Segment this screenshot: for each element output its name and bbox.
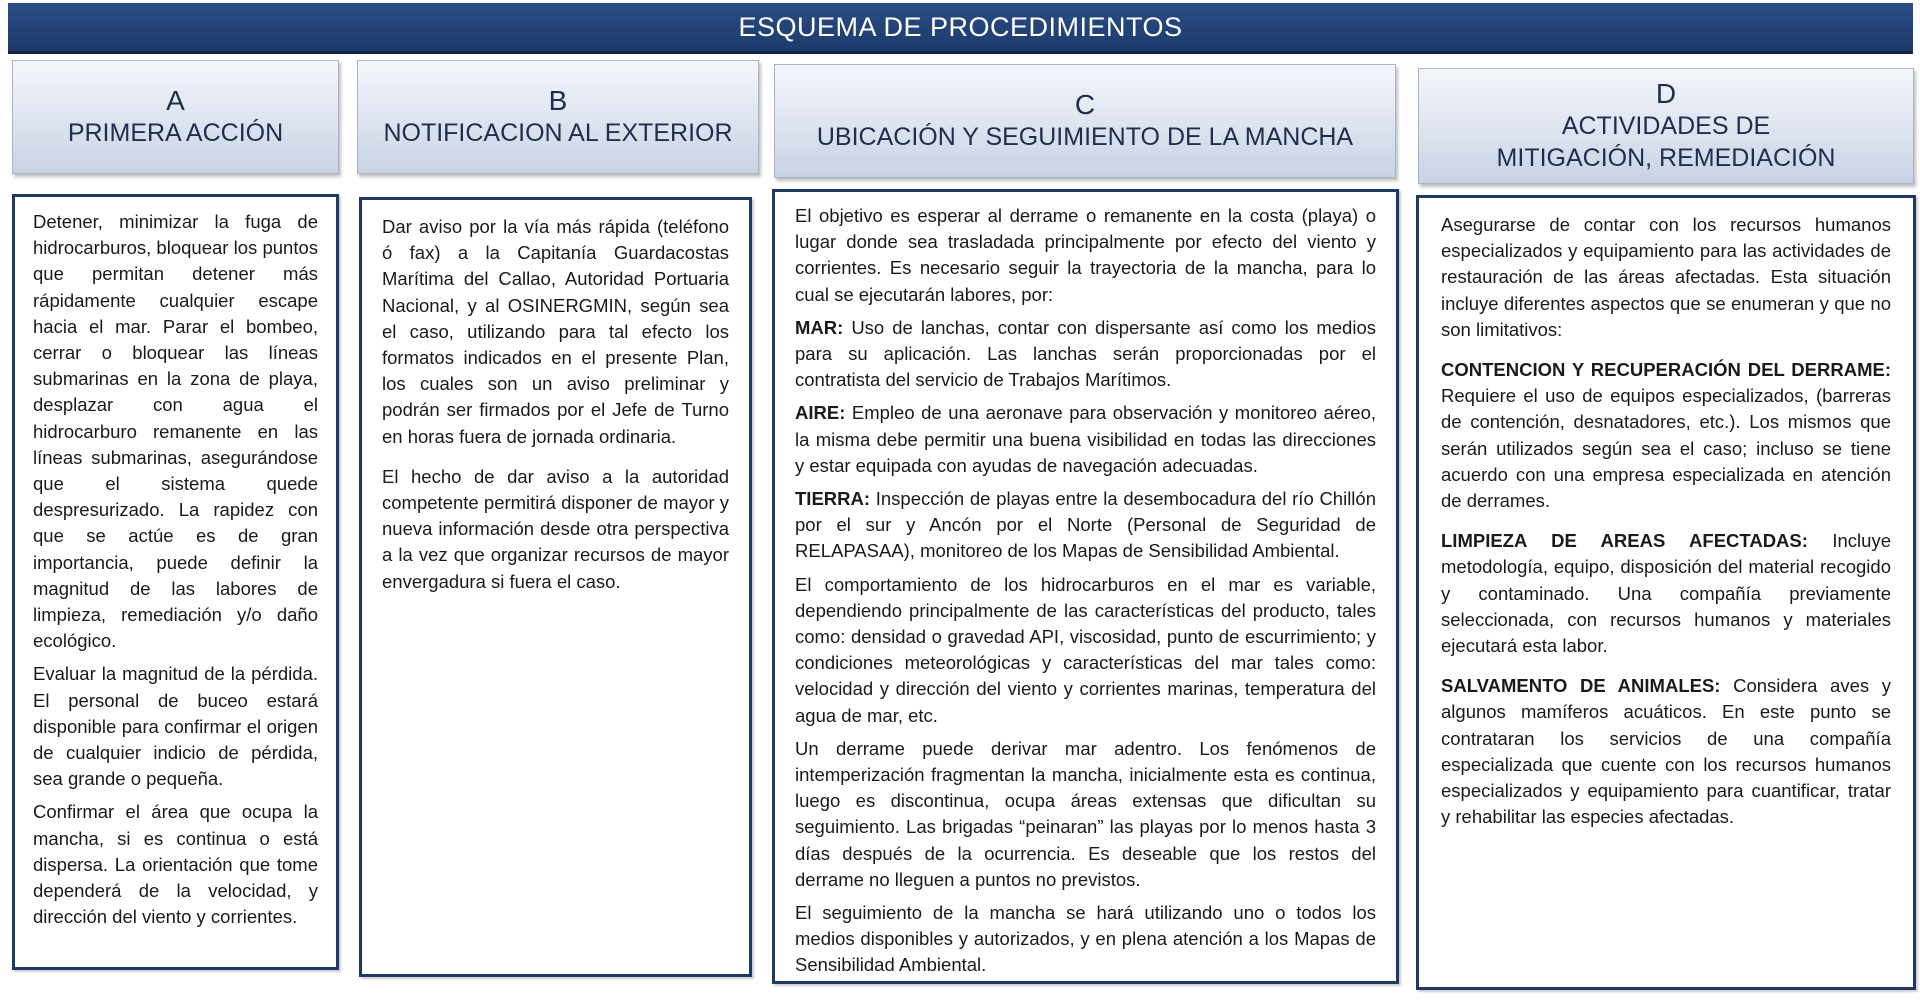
paragraph: CONTENCION Y RECUPERACIÓN DEL DERRAME: Requiere el uso de equipos especializados, (barreras de contención, desnatadores, etc.). Los mismos que serán utilizados según sea el caso; incluso se tiene acuerdo con una empresa especializada en atención de derrames. (1441, 359, 1891, 512)
paragraph: Confirmar el área que ocupa la mancha, si es continua o está dispersa. La orientación que tome dependerá de la velocidad, y dirección del viento y corrientes. (33, 801, 318, 928)
column-body-a (12, 194, 339, 970)
column-body-d (1416, 195, 1916, 990)
column-body-b (359, 197, 752, 977)
column-letter: B (548, 85, 568, 116)
paragraph: El hecho de dar aviso a la autoridad competente permitirá disponer de mayor y nueva información desde otra perspectiva a la vez que organizar recursos de mayor envergadura si fuera el caso. (382, 465, 729, 592)
column-title: ACTIVIDADES DE MITIGACIÓN, REMEDIACIÓN (1496, 112, 1836, 172)
paragraph: Asegurarse de contar con los recursos humanos especializados y equipamiento para las actividades de restauración de las áreas afectadas. Esta situación incluye diferentes aspectos que se enumeran y que no son limitativos: (1441, 214, 1891, 340)
paragraph: TIERRA: Inspección de playas entre la desembocadura del río Chillón por el sur y Ancón por el Norte (Personal de Seguridad de RELAPASAA), monitoreo de los Mapas de Sensibilidad Ambiental. (795, 488, 1376, 562)
column-header-d (1418, 68, 1914, 184)
paragraph: MAR: Uso de lanchas, contar con dispersante así como los medios para su aplicación. Las lanchas serán proporcionadas por el contratista del servicio de Trabajos Marítimos. (795, 316, 1376, 391)
column-letter: A (166, 85, 185, 116)
paragraph: SALVAMENTO DE ANIMALES: Considera aves y algunos mamíferos acuáticos. En este punto se contrataran los servicios de una compañía especializada que cuente con los recursos humanos especializados y equipamiento para cuantificar, tratar y rehabilitar las especies afectadas. (1441, 675, 1892, 828)
paragraph: Dar aviso por la vía más rápida (teléfono ó fax) a la Capitanía Guardacostas Marítima del Callao, Autoridad Portuaria Nacional, y al OSINERGMIN, según sea el caso, utilizando para tal efecto los formatos indicados en el presente Plan, los cuales son un aviso preliminar y podrán ser firmados por el Jefe de Turno en horas fuera de jornada ordinaria. (382, 216, 729, 447)
column-title: PRIMERA ACCIÓN (67, 119, 284, 147)
paragraph: LIMPIEZA DE AREAS AFECTADAS: Incluye metodología, equipo, disposición del material recogido y contaminado. Una compañía previamente seleccionada, con recursos humanos y materiales ejecutará esta labor. (1441, 530, 1891, 657)
paragraph: AIRE: Empleo de una aeronave para observación y monitoreo aéreo, la misma debe permitir una buena visibilidad en todas las direcciones y estar equipada con ayudas de navegación adecuadas. (795, 402, 1376, 476)
column-header-a (12, 60, 339, 174)
paragraph: El seguimiento de la mancha se hará utilizando uno o todos los medios disponibles y autorizados, y en plena atención a los Mapas de Sensibilidad Ambiental. (795, 902, 1376, 976)
page-title: ESQUEMA DE PROCEDIMIENTOS (8, 3, 1913, 54)
paragraph: El comportamiento de los hidrocarburos en el mar es variable, dependiendo principalmente de las características del producto, tales como: densidad o gravedad API, viscosidad, punto de escurrimiento; y condiciones meteorológicas y características del mar tales como: velocidad y dirección del viento y corrientes marinas, temperatura del agua de mar, etc. (795, 573, 1376, 726)
column-letter: C (1074, 89, 1096, 120)
paragraph: Detener, minimizar la fuga de hidrocarburos, bloquear los puntos que permitan detener más rápidamente cualquier escape hacia el mar. Parar el bombeo, cerrar o bloquear las líneas submarinas en la zona de playa, desplazar con agua el hidrocarburo remanente en las líneas submarinas, asegurándose que el sistema quede despresurizado. La rapidez con que se actúe es de gran importancia, puede definir la magnitud de las labores de limpieza, remediación y/o daño ecológico. (33, 211, 318, 652)
column-letter: D (1655, 78, 1677, 109)
paragraph: Un derrame puede derivar mar adentro. Los fenómenos de intemperización fragmentan la mancha, inicialmente esta es continua, luego es discontinua, ocupa áreas extensas que dificultan su seguimiento. Las brigadas “peinaran” las playas por lo menos hasta 3 días después de la ocurrencia. Es deseable que los restos del derrame no lleguen a puntos no previstos. (795, 737, 1376, 890)
column-body-c (772, 189, 1399, 984)
paragraph: Evaluar la magnitud de la pérdida. El personal de buceo estará disponible para confirmar el origen de cualquier indicio de pérdida, sea grande o pequeña. (33, 663, 318, 790)
column-header-b (357, 60, 759, 174)
column-title: UBICACIÓN Y SEGUIMIENTO DE LA MANCHA (816, 123, 1354, 151)
column-header-c (774, 64, 1396, 178)
paragraph: El objetivo es esperar al derrame o remanente en la costa (playa) o lugar donde sea trasladada principalmente por efecto del viento y corrientes. Es necesario seguir la trayectoria de la mancha, para lo cual se ejecutarán labores, por: (795, 205, 1376, 305)
column-title: NOTIFICACION AL EXTERIOR (383, 119, 733, 147)
